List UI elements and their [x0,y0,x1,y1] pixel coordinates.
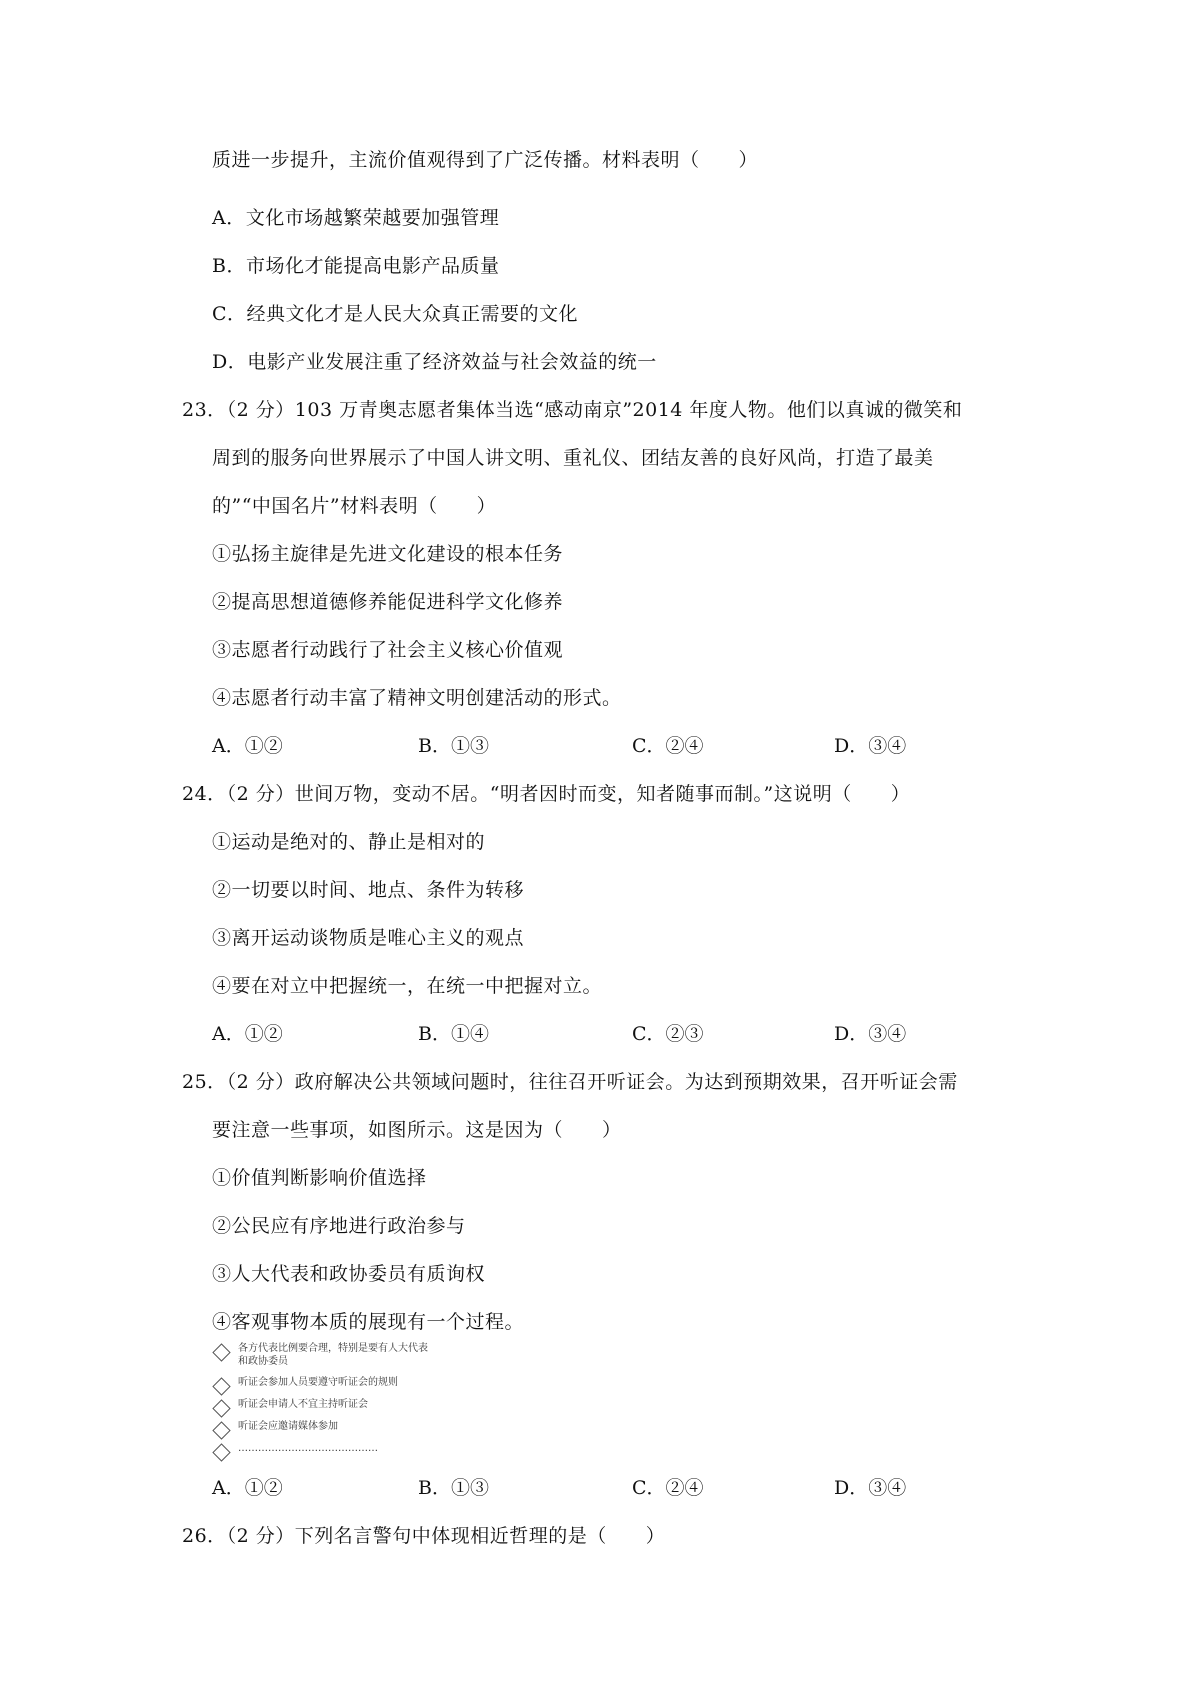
q22-option-c: C．经典文化才是人民大众真正需要的文化 [212,303,579,325]
q23-choice-b: B．①③ [418,735,489,757]
q22-option-b: B．市场化才能提高电影产品质量 [212,255,500,277]
figure-row-text: 听证会应邀请媒体参加 [238,1421,338,1432]
diamond-bullet-icon [212,1399,230,1417]
q25-stem-line-2: 要注意一些事项，如图所示。这是因为（ ） [212,1119,622,1141]
q26-stem: 26．（2 分）下列名言警句中体现相近哲理的是（ ） [182,1525,666,1547]
q24-item-3: ③离开运动谈物质是唯心主义的观点 [212,927,525,949]
q25-stem-line-1: 25．（2 分）政府解决公共领域问题时，往往召开听证会。为达到预期效果，召开听证会需 [182,1071,958,1093]
q23-item-3: ③志愿者行动践行了社会主义核心价值观 [212,639,564,661]
diamond-bullet-icon [212,1343,230,1361]
q25-choice-c: C．②④ [632,1477,704,1499]
q25-choice-a: A．①② [212,1477,283,1499]
q23-stem-line-3: 的”“中国名片”材料表明（ ） [212,495,497,517]
q25-choice-b: B．①③ [418,1477,489,1499]
q25-item-1: ①价值判断影响价值选择 [212,1167,427,1189]
diamond-bullet-icon [212,1421,230,1439]
q22-option-d: D．电影产业发展注重了经济效益与社会效益的统一 [212,351,657,373]
q23-item-4: ④志愿者行动丰富了精神文明创建活动的形式。 [212,687,622,709]
diamond-bullet-icon [212,1377,230,1395]
figure-row-3 [212,1398,368,1415]
q23-choice-d: D．③④ [834,735,907,757]
q24-choice-d: D．③④ [834,1023,907,1045]
q25-item-2: ②公民应有序地进行政治参与 [212,1215,466,1237]
q23-item-1: ①弘扬主旋律是先进文化建设的根本任务 [212,543,564,565]
figure-row-text: 各方代表比例要合理，特别是要有人大代表 和政协委员 [238,1343,428,1367]
q24-item-1: ①运动是绝对的、静止是相对的 [212,831,486,853]
figure-row-1 [212,1342,428,1368]
figure-row-2 [212,1376,398,1393]
q25-item-3: ③人大代表和政协委员有质询权 [212,1263,486,1285]
q22-stem: 质进一步提升，主流价值观得到了广泛传播。材料表明（ ） [212,149,759,171]
figure-row-4 [212,1420,338,1437]
figure-row-5 [212,1442,378,1459]
figure-row-text: 听证会申请人不宜主持听证会 [238,1399,368,1410]
figure-row-text: 听证会参加人员要遵守听证会的规则 [238,1377,398,1388]
q23-stem-line-1: 23．（2 分）103 万青奥志愿者集体当选“感动南京”2014 年度人物。他们以真诚的微笑和 [182,399,963,421]
q22-option-a: A．文化市场越繁荣越要加强管理 [212,207,500,229]
q25-item-4: ④客观事物本质的展现有一个过程。 [212,1311,525,1333]
q23-item-2: ②提高思想道德修养能促进科学文化修养 [212,591,564,613]
q25-choice-d: D．③④ [834,1477,907,1499]
q24-choice-c: C．②③ [632,1023,704,1045]
q23-choice-c: C．②④ [632,735,704,757]
figure-row-text: …………………………………… [238,1443,378,1454]
q24-stem: 24．（2 分）世间万物，变动不居。“明者因时而变，知者随事而制。”这说明（ ） [182,783,911,805]
q23-choice-a: A．①② [212,735,283,757]
q25-figure [212,1342,484,1464]
q24-item-4: ④要在对立中把握统一，在统一中把握对立。 [212,975,603,997]
q24-item-2: ②一切要以时间、地点、条件为转移 [212,879,525,901]
diamond-bullet-icon [212,1443,230,1461]
q24-choice-a: A．①② [212,1023,283,1045]
q24-choice-b: B．①④ [418,1023,489,1045]
q23-stem-line-2: 周到的服务向世界展示了中国人讲文明、重礼仪、团结友善的良好风尚，打造了最美 [212,447,934,469]
